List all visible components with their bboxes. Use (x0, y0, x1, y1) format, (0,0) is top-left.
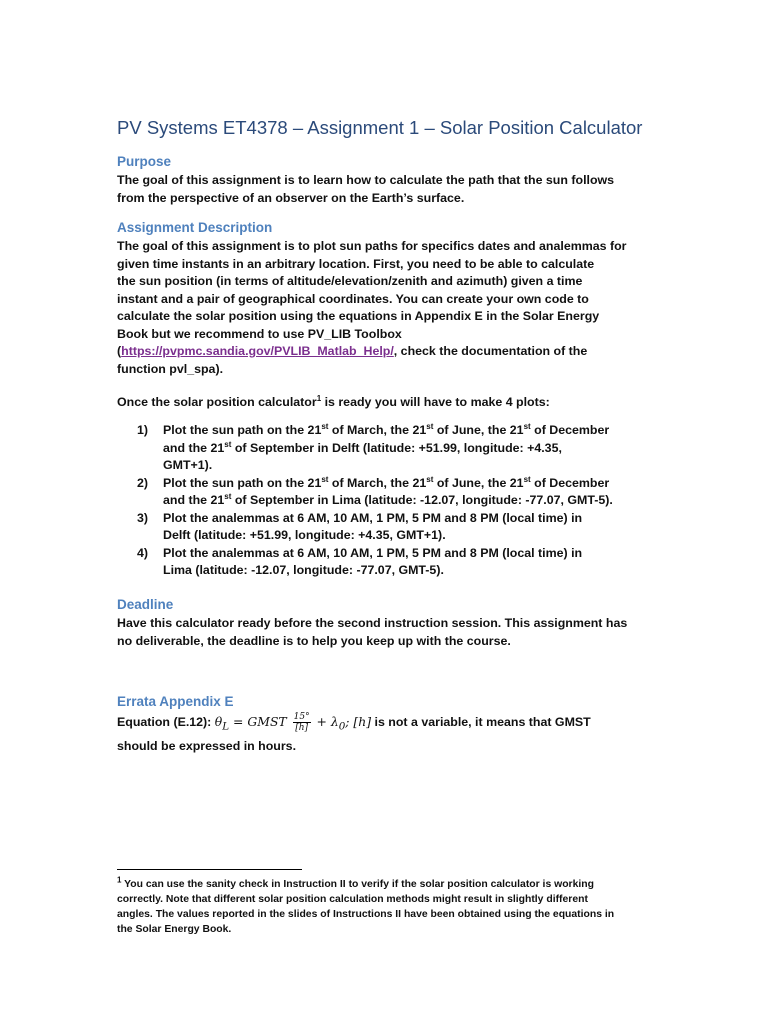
eq-sub: 0 (338, 720, 346, 733)
list-number: 4) (137, 545, 149, 560)
purpose-heading: Purpose (117, 154, 172, 169)
list-number: 3) (137, 510, 149, 525)
plots-intro-before: Once the solar position calculator (117, 395, 317, 409)
ordinal-sup: st (224, 491, 232, 501)
footnote-ref[interactable]: 1 (316, 393, 322, 403)
ordinal-sup: st (321, 421, 329, 431)
list-item (117, 545, 677, 580)
footnote-divider (117, 869, 302, 870)
description-line: Book but we recommend to use PV_LIB Toolbox (117, 326, 402, 341)
list-text: of March, the 21 (328, 423, 427, 437)
list-text: Plot the sun path on the 21 (163, 475, 322, 490)
footnote-line: the Solar Energy Book. (117, 924, 232, 935)
ordinal-sup: st (523, 421, 531, 431)
description-heading: Assignment Description (117, 220, 273, 235)
list-text: and the 21 (163, 493, 225, 507)
purpose-text (117, 172, 657, 207)
list-text: of December (530, 423, 610, 437)
list-item (117, 475, 677, 510)
list-number: 2) (137, 475, 149, 490)
list-text: GMT+1). (163, 458, 213, 472)
deadline-line: Have this calculator ready before the second instruction session. This assignment has (117, 616, 628, 630)
pvlib-help-link[interactable]: https://pvpmc.sandia.gov/PVLIB_Matlab_Help/ (121, 344, 394, 358)
eq-theta: θ (214, 714, 223, 729)
eq-fraction (293, 712, 311, 733)
list-text: of March, the 21 (328, 475, 427, 490)
ordinal-sup: st (224, 439, 232, 449)
deadline-heading: Deadline (117, 597, 174, 612)
errata-heading: Errata Appendix E (117, 694, 234, 709)
eq-lambda: + λ (312, 714, 339, 729)
list-text: of December (530, 475, 610, 490)
list-text: of September in Delft (latitude: +51.99, longitude: +4.35, (231, 440, 562, 455)
plots-list (117, 422, 677, 580)
deadline-line: no deliverable, the deadline is to help you keep up with the course. (117, 633, 511, 648)
frac-numerator: 15° (293, 712, 310, 722)
eq-gmst: = GMST (229, 714, 291, 729)
ordinal-sup: st (426, 421, 434, 431)
list-text: Delft (latitude: +51.99, longitude: +4.35, GMT+1). (163, 528, 446, 542)
list-text: and the 21 (163, 440, 225, 455)
ordinal-sup: st (321, 474, 329, 484)
list-text: of June, the 21 (433, 423, 524, 437)
purpose-line: from the perspective of an observer on the Earth’s surface. (117, 190, 465, 205)
list-text: Plot the analemmas at 6 AM, 10 AM, 1 PM, 5 PM and 8 PM (local time) in (163, 510, 583, 525)
eq-semicolon: ; (345, 714, 350, 729)
description-line: the sun position (in terms of altitude/elevation/zenith and azimuth) given a time (117, 274, 583, 288)
description-line: function pvl_spa). (117, 361, 224, 376)
ordinal-sup: st (523, 474, 531, 484)
deadline-text (117, 615, 657, 650)
errata-line: should be expressed in hours. (117, 739, 297, 754)
errata-rest: is not a variable, it means that GMST (371, 715, 591, 729)
list-text: Plot the analemmas at 6 AM, 10 AM, 1 PM, 5 PM and 8 PM (local time) in (163, 545, 583, 560)
link-trailing-text: , check the documentation of the (393, 344, 588, 358)
errata-text (117, 712, 657, 756)
purpose-line: The goal of this assignment is to learn how to calculate the path that the sun follows (117, 173, 615, 187)
list-text: of September in Lima (latitude: -12.07, longitude: -77.07, GMT-5). (231, 493, 613, 507)
plots-intro (117, 394, 657, 412)
description-line: instant and a pair of geographical coordinates. You can create your own code to (117, 291, 589, 306)
list-text: Lima (latitude: -12.07, longitude: -77.07, GMT-5). (163, 563, 444, 577)
footnote-number: 1 (117, 875, 122, 885)
ordinal-sup: st (426, 474, 434, 484)
list-item (117, 510, 677, 545)
description-line: The goal of this assignment is to plot sun paths for specifics dates and analemmas for (117, 239, 627, 253)
page-title: PV Systems ET4378 – Assignment 1 – Solar Position Calculator (117, 117, 643, 138)
footnote (117, 877, 657, 937)
footnote-line: angles. The values reported in the slides of Instructions II have been obtained using the equations in (117, 909, 615, 920)
description-line: given time instants in an arbitrary location. First, you need to be able to calculate (117, 256, 595, 271)
link-open-paren: ( (117, 344, 122, 358)
description-line: calculate the solar position using the equations in Appendix E in the Solar Energy (117, 309, 600, 323)
description-text (117, 238, 657, 378)
description-link-line (117, 343, 657, 361)
footnote-line: correctly. Note that different solar position calculation methods might result in slightly different (117, 894, 588, 905)
eq-h: [h] (349, 714, 372, 729)
frac-denominator: [h] (295, 723, 309, 733)
list-number: 1) (137, 423, 149, 437)
eq-sub: L (222, 720, 230, 733)
list-text: of June, the 21 (433, 475, 524, 490)
equation-label: Equation (E.12): (117, 715, 215, 729)
list-text: Plot the sun path on the 21 (163, 423, 322, 437)
plots-intro-after: is ready you will have to make 4 plots: (321, 395, 550, 409)
equation (214, 712, 372, 733)
list-item (117, 422, 677, 475)
footnote-line: You can use the sanity check in Instruction II to verify if the solar position calculator is working (121, 879, 594, 890)
